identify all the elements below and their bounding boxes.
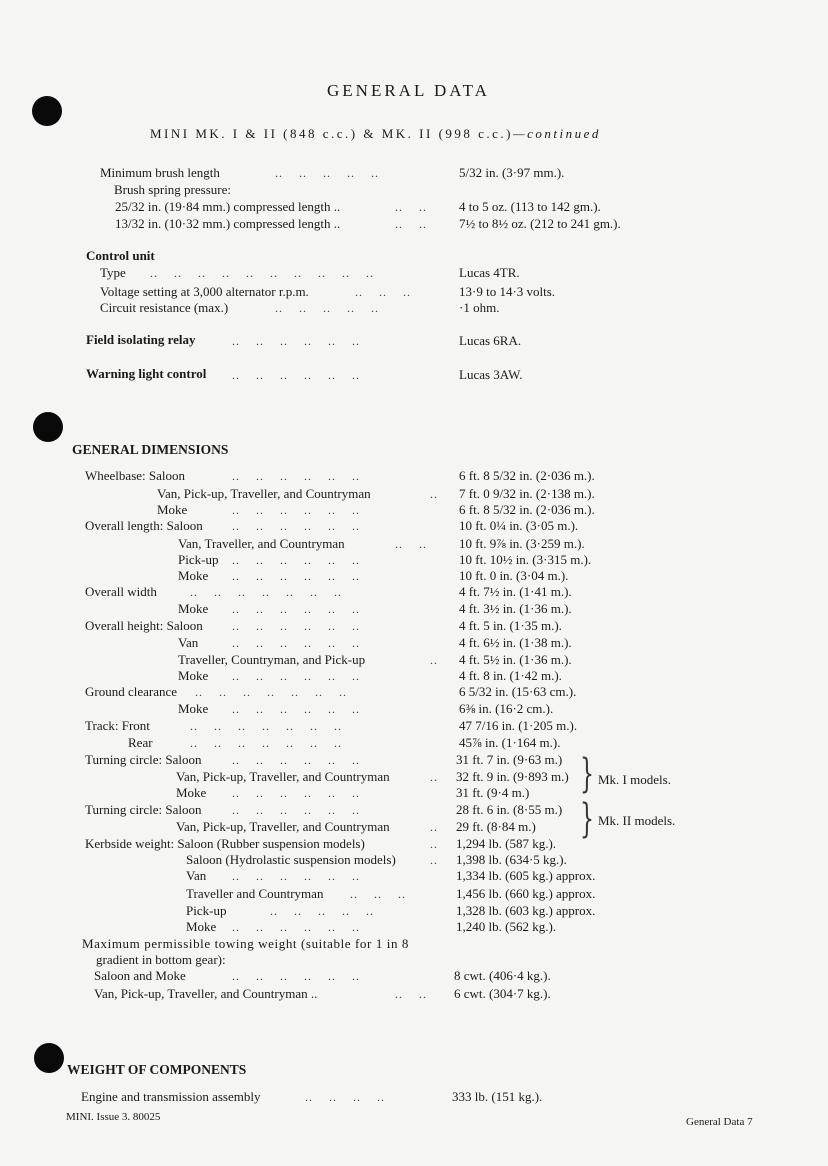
row-label: Van, Pick-up, Traveller, and Countryman .. <box>94 986 318 1001</box>
section-heading-weight-of-components: WEIGHT OF COMPONENTS <box>67 1062 247 1077</box>
row-label: Moke <box>178 568 209 583</box>
row-value: 1,294 lb. (587 kg.). <box>456 836 557 851</box>
row-value: 5/32 in. (3·97 mm.). <box>459 165 565 180</box>
row-label: Circuit resistance (max.) <box>100 300 229 315</box>
row-value: 4 ft. 5 in. (1·35 m.). <box>459 618 562 633</box>
leader-dots: .. .. .. .. .. .. <box>232 553 360 567</box>
row-label: Van, Traveller, and Countryman <box>178 536 345 551</box>
leader-dots: .. .. <box>395 537 427 551</box>
row-label: Moke <box>178 701 209 716</box>
row-value: 10 ft. 10½ in. (3·315 m.). <box>459 552 592 567</box>
leader-dots: .. .. .. .. .. .. .. <box>190 585 342 599</box>
subtitle-continued: —continued <box>513 126 601 141</box>
row-label: Saloon and Moke <box>94 968 186 983</box>
leader-dots: .. .. <box>395 987 427 1001</box>
row-label: Moke <box>178 668 209 683</box>
leader-dots: .. .. .. .. .. .. <box>232 920 360 934</box>
row-label: Traveller, Countryman, and Pick-up <box>178 652 366 667</box>
leader-dots: .. .. .. .. .. .. <box>232 519 360 533</box>
row-label: gradient in bottom gear): <box>96 952 226 967</box>
row-value: 7 ft. 0 9/32 in. (2·138 m.). <box>459 486 595 501</box>
row-value: 1,334 lb. (605 kg.) approx. <box>456 868 596 883</box>
row-value: Lucas 4TR. <box>459 265 520 280</box>
leader-dots: .. <box>430 837 438 851</box>
leader-dots: .. .. .. .. .. <box>275 166 379 180</box>
row-value: 10 ft. 0 in. (3·04 m.). <box>459 568 569 583</box>
row-label: Pick-up <box>186 903 227 918</box>
row-label: Moke <box>178 601 209 616</box>
section-heading-control-unit: Control unit <box>86 248 155 263</box>
leader-dots: .. .. <box>395 217 427 231</box>
row-value: 45⅞ in. (1·164 m.). <box>459 735 561 750</box>
page-title: GENERAL DATA <box>327 81 490 100</box>
brace-mk2: } <box>580 796 594 842</box>
row-value: 1,456 lb. (660 kg.) approx. <box>456 886 596 901</box>
row-value: 1,328 lb. (603 kg.) approx. <box>456 903 596 918</box>
leader-dots: .. .. .. .. .. .. <box>232 669 360 683</box>
row-value: 29 ft. (8·84 m.) <box>456 819 536 834</box>
leader-dots: .. .. .. .. .. .. <box>232 786 360 800</box>
row-value: 6 5/32 in. (15·63 cm.). <box>459 684 577 699</box>
leader-dots: .. .. .. .. .. .. <box>232 636 360 650</box>
leader-dots: .. .. .. .. .. .. <box>232 969 360 983</box>
leader-dots: .. .. .. .. .. .. .. <box>190 736 342 750</box>
leader-dots: .. <box>430 653 438 667</box>
leader-dots: .. .. .. .. .. <box>270 904 374 918</box>
leader-dots: .. .. .. .. .. .. <box>232 334 360 348</box>
leader-dots: .. .. <box>395 200 427 214</box>
leader-dots: .. .. .. .. .. .. <box>232 803 360 817</box>
row-value: 4 ft. 3½ in. (1·36 m.). <box>459 601 572 616</box>
row-value: 4 ft. 8 in. (1·42 m.). <box>459 668 562 683</box>
leader-dots: .. <box>430 770 438 784</box>
row-label: Kerbside weight: Saloon (Rubber suspension models) <box>85 836 365 851</box>
row-label: Turning circle: Saloon <box>85 752 202 767</box>
row-value: Lucas 3AW. <box>459 367 523 382</box>
row-value: 6 ft. 8 5/32 in. (2·036 m.). <box>459 468 595 483</box>
row-label: Track: Front <box>85 718 150 733</box>
row-value: 4 ft. 7½ in. (1·41 m.). <box>459 584 572 599</box>
section-heading-field-isolating-relay: Field isolating relay <box>86 332 196 347</box>
leader-dots: .. .. .. <box>355 285 411 299</box>
row-value: 10 ft. 9⅞ in. (3·259 m.). <box>459 536 585 551</box>
row-label: Type <box>100 265 126 280</box>
row-label: Minimum brush length <box>100 165 220 180</box>
row-label: Pick-up <box>178 552 219 567</box>
leader-dots: .. .. .. .. .. .. <box>232 869 360 883</box>
row-label: Overall height: Saloon <box>85 618 203 633</box>
row-value: 13·9 to 14·3 volts. <box>459 284 556 299</box>
row-label: Van, Pick-up, Traveller, and Countryman <box>157 486 371 501</box>
row-value: Lucas 6RA. <box>459 333 522 348</box>
leader-dots: .. .. .. .. .. .. .. .. .. .. <box>150 266 374 280</box>
row-value: 31 ft. 7 in. (9·63 m.) <box>456 752 563 767</box>
row-label: Maximum permissible towing weight (suitable for 1 in 8 <box>82 936 410 951</box>
leader-dots: .. .. .. <box>350 887 406 901</box>
row-value: 6⅜ in. (16·2 cm.). <box>459 701 554 716</box>
footer-page-number: General Data 7 <box>686 1116 753 1128</box>
row-value: 333 lb. (151 kg.). <box>452 1089 543 1104</box>
binder-hole-bottom <box>34 1043 64 1073</box>
leader-dots: .. .. .. .. .. .. .. <box>190 719 342 733</box>
leader-dots: .. .. .. .. <box>305 1090 385 1104</box>
brace-label-mk1: Mk. I models. <box>598 772 671 787</box>
row-value: 1,240 lb. (562 kg.). <box>456 919 557 934</box>
row-value: 6 cwt. (304·7 kg.). <box>454 986 551 1001</box>
row-label: Ground clearance <box>85 684 178 699</box>
leader-dots: .. <box>430 853 438 867</box>
row-value: 32 ft. 9 in. (9·893 m.) <box>456 769 569 784</box>
row-label: Overall length: Saloon <box>85 518 203 533</box>
row-value: 7½ to 8½ oz. (212 to 241 gm.). <box>459 216 621 231</box>
row-value: 8 cwt. (406·4 kg.). <box>454 968 551 983</box>
leader-dots: .. .. .. .. .. .. <box>232 368 360 382</box>
row-label: Traveller and Countryman <box>186 886 324 901</box>
row-value: 10 ft. 0¼ in. (3·05 m.). <box>459 518 579 533</box>
row-label: Moke <box>176 785 207 800</box>
row-label: Moke <box>186 919 217 934</box>
row-value: 28 ft. 6 in. (8·55 m.) <box>456 802 563 817</box>
row-label: Saloon (Hydrolastic suspension models) <box>186 852 396 867</box>
row-label: Turning circle: Saloon <box>85 802 202 817</box>
row-label: Rear <box>128 735 153 750</box>
row-label: Overall width <box>85 584 157 599</box>
leader-dots: .. <box>430 487 438 501</box>
row-value: 6 ft. 8 5/32 in. (2·036 m.). <box>459 502 595 517</box>
binder-hole-top <box>32 96 62 126</box>
page-subtitle <box>150 126 601 142</box>
leader-dots: .. .. .. .. .. .. <box>232 619 360 633</box>
row-label: Engine and transmission assembly <box>81 1089 261 1104</box>
row-label: 13/32 in. (10·32 mm.) compressed length .. <box>115 216 341 231</box>
leader-dots: .. .. .. .. .. .. <box>232 569 360 583</box>
leader-dots: .. .. .. .. .. .. <box>232 753 360 767</box>
row-label: 25/32 in. (19·84 mm.) compressed length .. <box>115 199 341 214</box>
leader-dots: .. .. .. .. .. .. <box>232 602 360 616</box>
row-value: 4 to 5 oz. (113 to 142 gm.). <box>459 199 601 214</box>
row-value: 31 ft. (9·4 m.) <box>456 785 530 800</box>
binder-hole-middle <box>33 412 63 442</box>
leader-dots: .. .. .. .. .. .. <box>232 702 360 716</box>
row-label: Brush spring pressure: <box>114 182 231 197</box>
brace-mk1: } <box>580 751 594 797</box>
row-value: 4 ft. 6½ in. (1·38 m.). <box>459 635 572 650</box>
leader-dots: .. .. .. .. .. <box>275 301 379 315</box>
row-label: Van <box>186 868 207 883</box>
row-label: Van, Pick-up, Traveller, and Countryman <box>176 769 390 784</box>
row-label: Van <box>178 635 199 650</box>
leader-dots: .. .. .. .. .. .. <box>232 469 360 483</box>
subtitle-main: MINI MK. I & II (848 c.c.) & MK. II (998 c.c.) <box>150 126 514 141</box>
section-heading-warning-light-control: Warning light control <box>86 366 207 381</box>
row-label: Moke <box>157 502 188 517</box>
leader-dots: .. .. .. .. .. .. .. <box>195 685 347 699</box>
row-label: Van, Pick-up, Traveller, and Countryman <box>176 819 390 834</box>
row-value: 1,398 lb. (634·5 kg.). <box>456 852 567 867</box>
leader-dots: .. <box>430 820 438 834</box>
row-value: ·1 ohm. <box>459 300 500 315</box>
section-heading-general-dimensions: GENERAL DIMENSIONS <box>72 442 229 457</box>
row-value: 4 ft. 5½ in. (1·36 m.). <box>459 652 572 667</box>
leader-dots: .. .. .. .. .. .. <box>232 503 360 517</box>
row-value: 47 7/16 in. (1·205 m.). <box>459 718 578 733</box>
brace-label-mk2: Mk. II models. <box>598 813 676 828</box>
footer-issue: MINI. Issue 3. 80025 <box>66 1111 161 1123</box>
row-label: Wheelbase: Saloon <box>85 468 185 483</box>
row-label: Voltage setting at 3,000 alternator r.p.m. <box>100 284 309 299</box>
